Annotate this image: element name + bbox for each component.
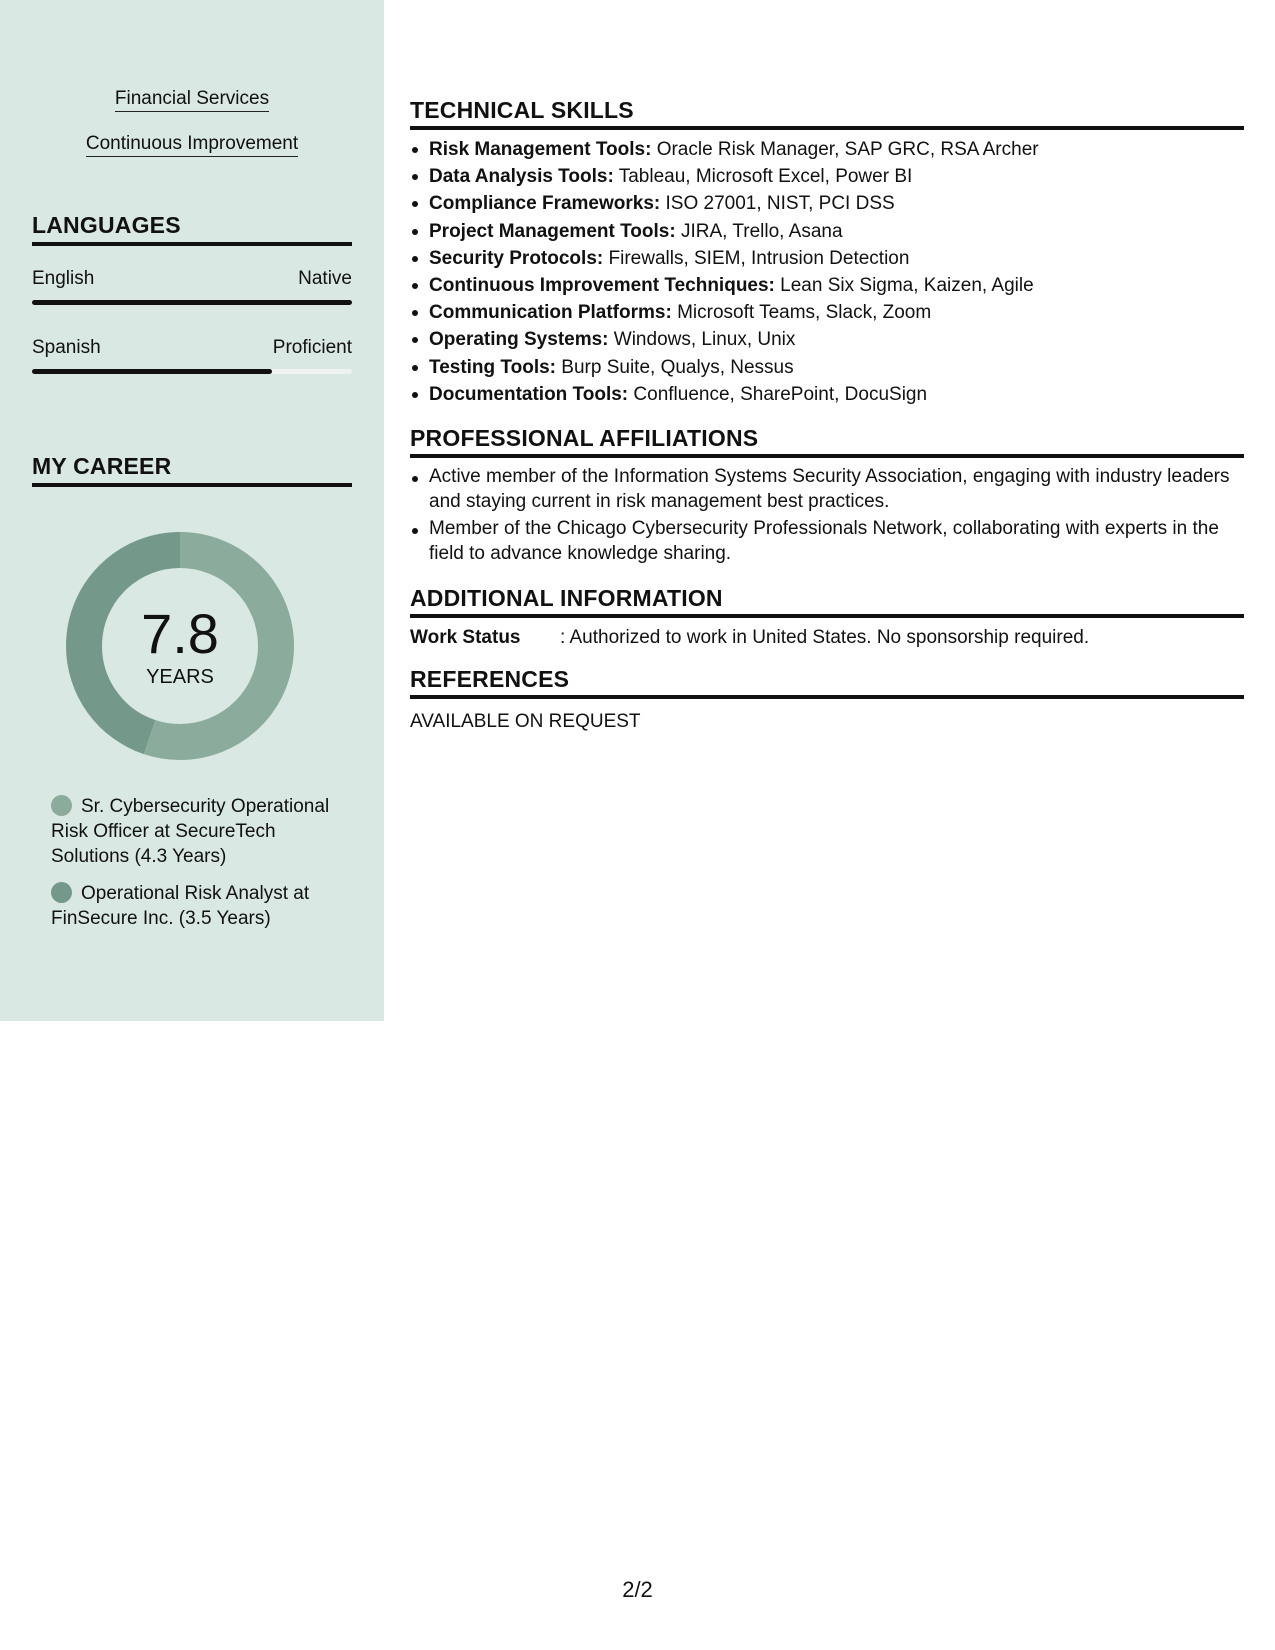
language-english: [32, 268, 352, 290]
technical-skills-list: [410, 136, 1244, 408]
tag-label: Financial Services: [115, 88, 269, 112]
skill-value: Oracle Risk Manager, SAP GRC, RSA Archer: [656, 139, 1039, 160]
skill-value: JIRA, Trello, Asana: [680, 220, 843, 242]
affiliation-item: Active member of the Information Systems Security Association, engaging with industry leaders and staying current in risk management best practices.: [410, 465, 1244, 514]
skill-value: Windows, Linux, Unix: [613, 329, 796, 351]
additional-info-heading: ADDITIONAL INFORMATION: [410, 585, 723, 611]
career-item-text: Sr. Cybersecurity Operational Risk Officer at SecureTech Solutions (4.3 Years): [51, 796, 330, 867]
skill-item: [410, 272, 1244, 299]
skill-value: Firewalls, SIEM, Intrusion Detection: [608, 247, 910, 269]
languages-heading: LANGUAGES: [32, 212, 181, 238]
tag-financial-services: [0, 88, 384, 110]
skill-item: [410, 218, 1244, 245]
languages-rule: [32, 242, 352, 246]
skill-value: ISO 27001, NIST, PCI DSS: [665, 193, 895, 215]
work-status-value: : Authorized to work in United States. No sponsorship required.: [560, 627, 1090, 648]
skill-item: [410, 326, 1244, 353]
language-spanish: [32, 337, 352, 359]
affiliation-item: Member of the Chicago Cybersecurity Professionals Network, collaborating with experts in the field to advance knowledge sharing.: [410, 517, 1244, 566]
language-english-bar-fill: [32, 300, 352, 305]
skill-label: Operating Systems:: [429, 329, 609, 351]
career-total-years: 7.8: [141, 602, 219, 665]
tag-continuous-improvement: [0, 133, 384, 155]
affiliations-rule: [410, 454, 1244, 458]
technical-skills-heading: TECHNICAL SKILLS: [410, 97, 634, 123]
career-item-text: Operational Risk Analyst at FinSecure Inc. (3.5 Years): [51, 883, 310, 929]
skill-label: Documentation Tools:: [429, 383, 629, 405]
skill-value: Microsoft Teams, Slack, Zoom: [677, 302, 932, 324]
language-name: Spanish: [32, 337, 101, 358]
legend-dot-icon: [51, 882, 72, 903]
additional-info-rule: [410, 614, 1244, 618]
skill-label: Compliance Frameworks:: [429, 193, 661, 215]
sidebar: [0, 0, 384, 1021]
skill-label: Testing Tools:: [429, 356, 557, 378]
references-heading: REFERENCES: [410, 666, 570, 692]
tag-label: Continuous Improvement: [86, 133, 298, 157]
skill-item: [410, 190, 1244, 217]
skill-value: Confluence, SharePoint, DocuSign: [633, 383, 928, 405]
skill-label: Communication Platforms:: [429, 302, 672, 324]
skill-item: [410, 354, 1244, 381]
skill-label: Project Management Tools:: [429, 220, 676, 242]
skill-value: Burp Suite, Qualys, Nessus: [561, 356, 794, 378]
language-name: English: [32, 268, 95, 289]
skill-item: [410, 136, 1244, 163]
career-rule: [32, 483, 352, 487]
language-spanish-bar: [32, 369, 352, 374]
skill-item: [410, 299, 1244, 326]
skill-label: Risk Management Tools:: [429, 139, 652, 160]
language-english-bar: [32, 300, 352, 305]
language-spanish-bar-fill: [32, 369, 272, 374]
career-item: [51, 881, 341, 931]
language-level: Proficient: [272, 337, 352, 358]
work-status-row: [410, 627, 1244, 649]
career-heading: MY CAREER: [32, 453, 172, 479]
skill-item: [410, 245, 1244, 272]
skill-item: [410, 163, 1244, 190]
skill-value: Tableau, Microsoft Excel, Power BI: [618, 166, 913, 188]
page-number: 2/2: [622, 1577, 653, 1602]
skill-item: [410, 381, 1244, 408]
career-total-unit: YEARS: [146, 666, 214, 688]
skill-label: Continuous Improvement Techniques:: [429, 275, 775, 297]
work-status-label: Work Status: [410, 627, 521, 648]
skill-value: Lean Six Sigma, Kaizen, Agile: [780, 275, 1034, 297]
references-text: AVAILABLE ON REQUEST: [410, 711, 641, 732]
references-rule: [410, 695, 1244, 699]
affiliations-heading: PROFESSIONAL AFFILIATIONS: [410, 425, 759, 451]
skill-label: Data Analysis Tools:: [429, 166, 614, 188]
legend-dot-icon: [51, 795, 72, 816]
career-item: [51, 794, 341, 869]
technical-skills-rule: [410, 126, 1244, 130]
affiliations-list: [410, 465, 1244, 569]
skill-label: Security Protocols:: [429, 247, 604, 269]
language-level: Native: [298, 268, 352, 289]
